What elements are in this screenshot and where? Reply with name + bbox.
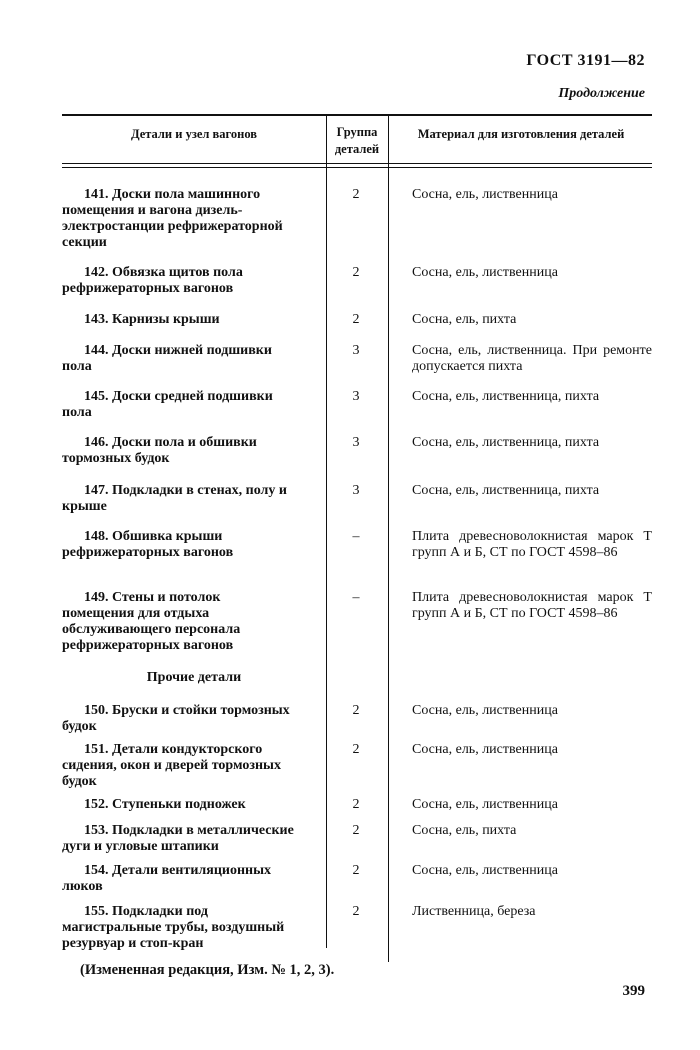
group-cell: 2 [352, 703, 360, 718]
header-group [326, 124, 388, 158]
revision-note: (Измененная редакция, Изм. № 1, 2, 3). [80, 962, 335, 978]
page-number: 399 [622, 983, 645, 999]
material-cell: Сосна, ель, лиственница. При ремонте допускается пихта [412, 343, 652, 374]
material-cell: Сосна, ель, лиственница, пихта [412, 389, 600, 404]
part-cell: 148. Обшивка крыши рефрижераторных вагонов [62, 529, 234, 560]
group-cell: 3 [352, 343, 360, 358]
group-cell: 2 [352, 187, 360, 202]
header-group-line2: деталей [334, 142, 380, 156]
group-cell: – [352, 590, 360, 605]
group-cell: 2 [352, 863, 360, 878]
part-cell: 147. Подкладки в стенах, полу и крыше [62, 483, 287, 514]
part-cell: 152. Ступеньки подножек [84, 797, 246, 812]
group-cell: 3 [352, 483, 360, 498]
part-cell: 149. Стены и потолок помещения для отдыха обслуживающего персонала рефрижераторных вагонов [62, 590, 241, 653]
table-top-rule [62, 114, 652, 116]
group-cell: 2 [352, 823, 360, 838]
part-cell: 155. Подкладки под магистральные трубы, воздушный резурвуар и стоп-кран [62, 904, 285, 951]
material-cell: Плита древесноволокнистая марок Т групп А и Б, СТ по ГОСТ 4598–86 [412, 590, 652, 621]
material-cell: Сосна, ель, лиственница [412, 703, 558, 718]
material-cell: Сосна, ель, лиственница [412, 797, 558, 812]
material-cell: Сосна, ель, лиственница, пихта [412, 435, 600, 450]
header-bottom-rule [62, 163, 652, 164]
group-cell: 3 [352, 435, 360, 450]
group-cell: – [352, 529, 360, 544]
part-cell: 144. Доски нижней подшивки пола [62, 343, 272, 374]
group-cell: 3 [352, 389, 360, 404]
header-group-line1: Группа [336, 125, 378, 139]
column-divider-2 [388, 114, 389, 962]
material-cell: Сосна, ель, лиственница [412, 265, 558, 280]
material-cell: Сосна, ель, пихта [412, 312, 517, 327]
material-cell: Лиственница, береза [412, 904, 536, 919]
part-cell: 150. Бруски и стойки тормозных будок [62, 703, 290, 734]
material-cell: Сосна, ель, лиственница [412, 863, 558, 878]
document-code: ГОСТ 3191—82 [526, 52, 645, 69]
material-cell: Сосна, ель, пихта [412, 823, 517, 838]
part-cell: 151. Детали кондукторского сидения, окон и дверей тормозных будок [62, 742, 281, 789]
material-cell: Сосна, ель, лиственница [412, 742, 558, 757]
part-cell: 143. Карнизы крыши [84, 312, 220, 327]
material-cell: Плита древесноволокнистая марок Т групп А и Б, СТ по ГОСТ 4598–86 [412, 529, 652, 560]
part-cell: 146. Доски пола и обшивки тормозных будок [62, 435, 257, 466]
part-cell: 154. Детали вентиляционных люков [62, 863, 272, 894]
section-title: Прочие детали [146, 670, 242, 685]
material-cell: Сосна, ель, лиственница [412, 187, 558, 202]
header-bottom-rule-2 [62, 167, 652, 168]
group-cell: 2 [352, 797, 360, 812]
part-cell: 141. Доски пола машинного помещения и вагона дизель-электростанции рефрижераторной секции [62, 187, 283, 250]
continued-label: Продолжение [558, 86, 645, 101]
header-material: Материал для изготовления деталей [417, 127, 625, 141]
group-cell: 2 [352, 312, 360, 327]
part-cell: 153. Подкладки в металлические дуги и угловые штапики [62, 823, 294, 854]
part-cell: 145. Доски средней подшивки пола [62, 389, 273, 420]
group-cell: 2 [352, 904, 360, 919]
header-parts: Детали и узел вагонов [130, 127, 258, 141]
part-cell: 142. Обвязка щитов пола рефрижераторных вагонов [62, 265, 243, 296]
group-cell: 2 [352, 265, 360, 280]
material-cell: Сосна, ель, лиственница, пихта [412, 483, 600, 498]
group-cell: 2 [352, 742, 360, 757]
